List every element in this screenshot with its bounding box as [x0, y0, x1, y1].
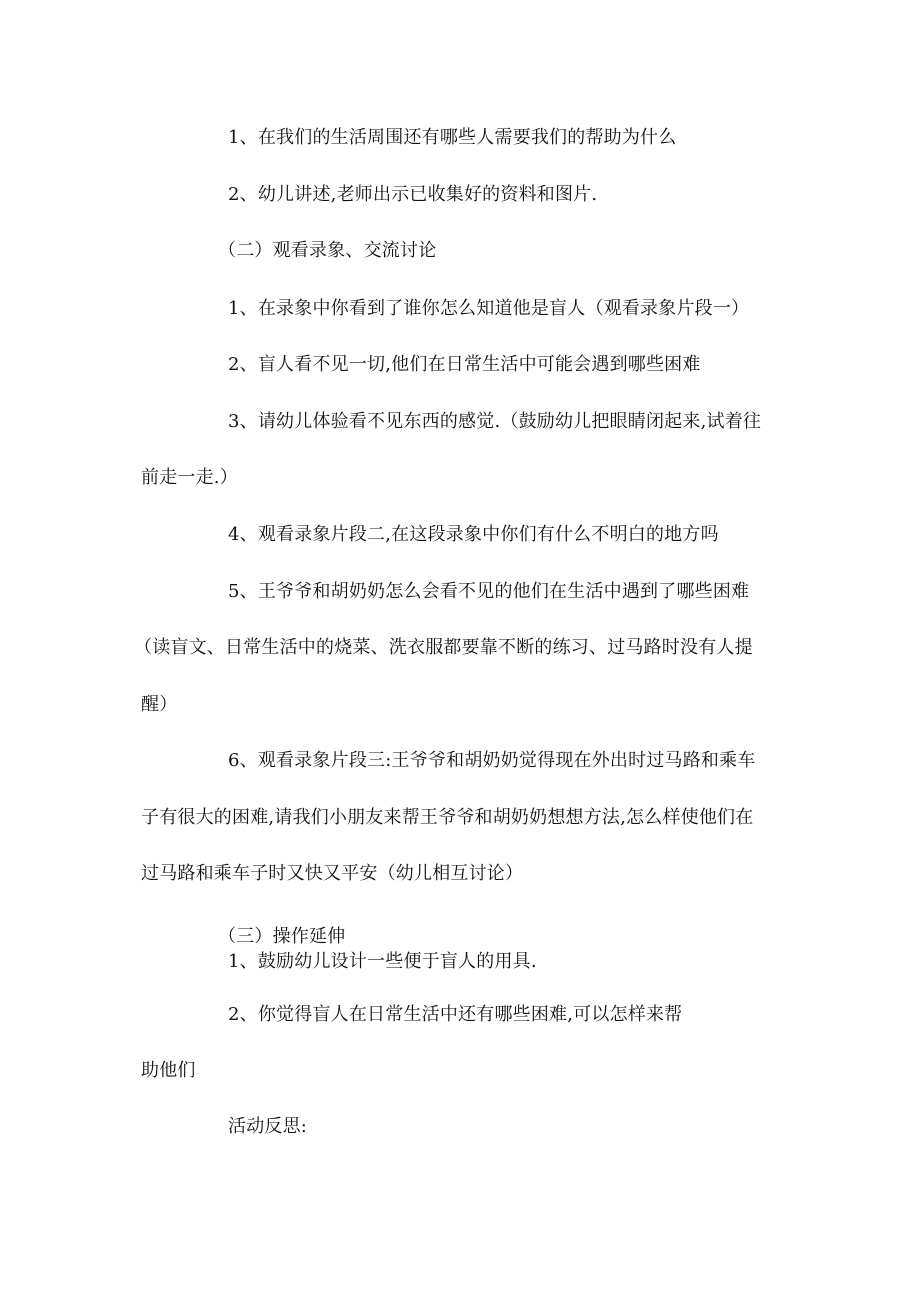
- text-line-12: 6、观看录象片段三:王爷爷和胡奶奶觉得现在外出时过马路和乘车: [228, 750, 756, 771]
- section-heading-2: （二）观看录象、交流讨论: [218, 240, 437, 261]
- text-line-14: 过马路和乘车子时又快又平安（幼儿相互讨论）: [141, 863, 524, 884]
- text-line-6: 3、请幼儿体验看不见东西的感觉.（鼓励幼儿把眼睛闭起来,试着往: [228, 411, 762, 432]
- text-line-5: 2、盲人看不见一切,他们在日常生活中可能会遇到哪些困难: [228, 354, 701, 375]
- text-line-1: 1、在我们的生活周围还有哪些人需要我们的帮助为什么: [228, 127, 677, 148]
- text-line-11: 醒）: [141, 694, 178, 715]
- text-line-8: 4、观看录象片段二,在这段录象中你们有什么不明白的地方吗: [228, 524, 719, 545]
- text-line-2: 2、幼儿讲述,老师出示已收集好的资料和图片.: [228, 184, 598, 205]
- text-line-4: 1、在录象中你看到了谁你怎么知道他是盲人（观看录象片段一）: [228, 298, 750, 319]
- activity-reflection-heading: 活动反思:: [228, 1116, 308, 1137]
- text-line-18: 助他们: [141, 1060, 196, 1081]
- text-line-9: 5、王爷爷和胡奶奶怎么会看不见的他们在生活中遇到了哪些困难: [228, 581, 750, 602]
- text-line-13: 子有很大的困难,请我们小朋友来帮王爷爷和胡奶奶想想方法,怎么样使他们在: [141, 807, 754, 828]
- text-line-17: 2、你觉得盲人在日常生活中还有哪些困难,可以怎样来帮: [228, 1004, 683, 1025]
- section-heading-3: （三）操作延伸: [218, 926, 346, 947]
- text-line-16: 1、鼓励幼儿设计一些便于盲人的用具.: [228, 951, 537, 972]
- text-line-7: 前走一走.）: [141, 467, 238, 488]
- text-line-10: （读盲文、日常生活中的烧菜、洗衣服都要靠不断的练习、过马路时没有人提: [134, 637, 753, 658]
